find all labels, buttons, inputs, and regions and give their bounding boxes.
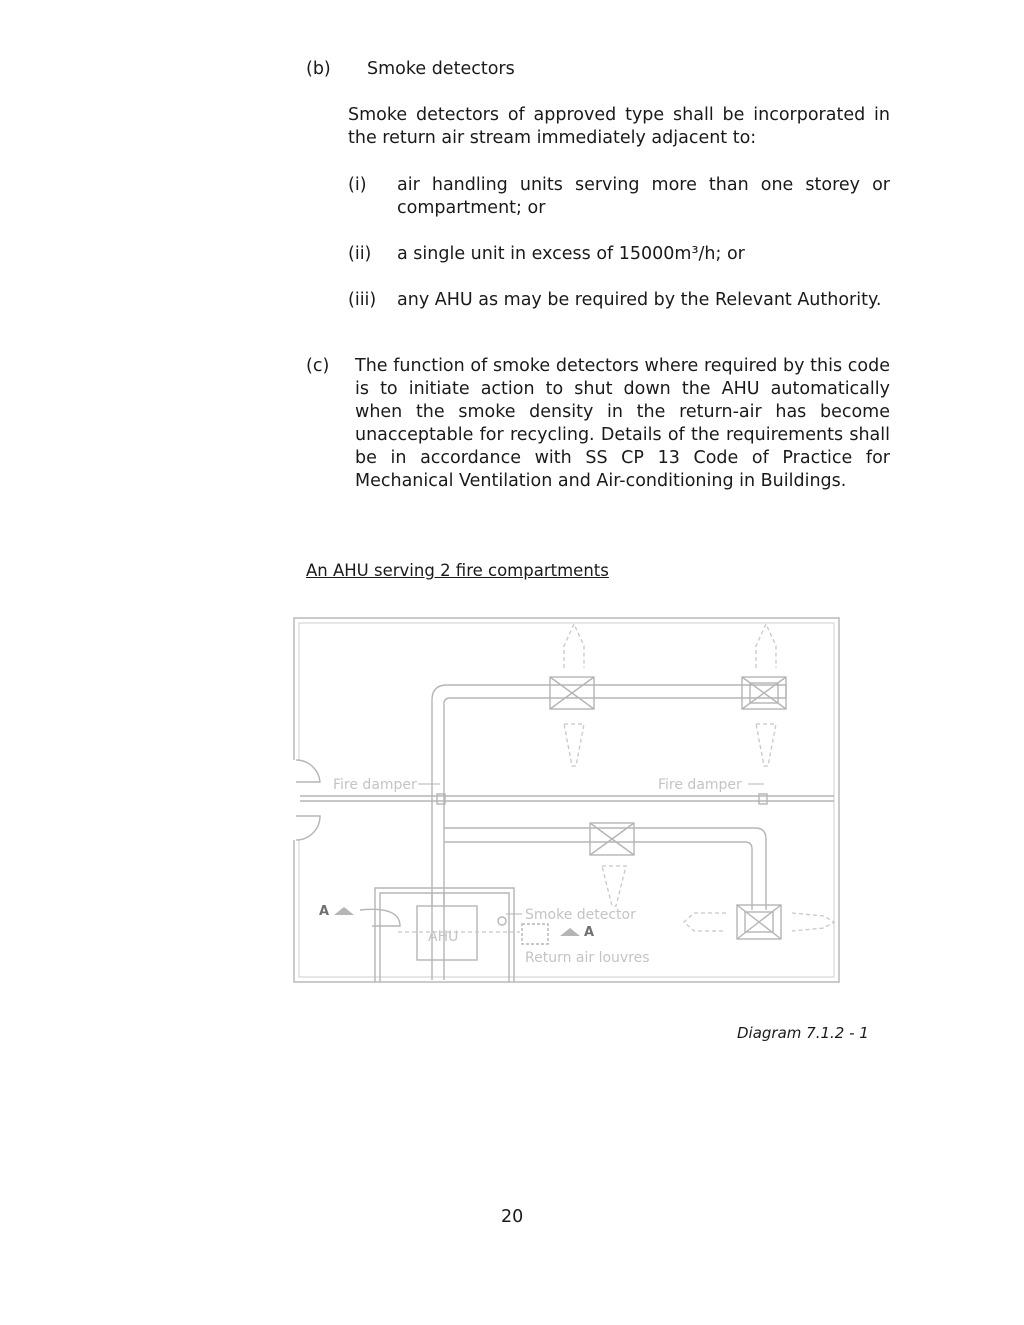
ahu-label: AHU [428,929,459,945]
item-iii-marker: (iii) [348,290,377,310]
airflow-arrow-down-right [756,724,776,766]
airflow-arrow-up-left [564,624,584,668]
return-air-louvres-label: Return air louvres [525,950,650,966]
smoke-detector-label: Smoke detector [525,907,636,923]
return-air-louvres [522,924,548,944]
airflow-arrow-up-right [756,624,776,668]
section-mark-left-label: A [319,904,330,919]
figure-caption: An AHU serving 2 fire compartments [306,561,609,580]
item-ii-marker: (ii) [348,244,372,264]
smoke-detector-symbol [498,917,506,925]
ahu-floor-plan-diagram [0,610,1024,1030]
upper-supply-duct [432,685,786,980]
item-iii-text: any AHU as may be required by the Relevant Authority. [397,290,882,310]
section-b-intro: Smoke detectors of approved type shall be incorporated in the return air stream immediately adjacent to: [348,105,890,148]
section-b-marker: (b) [306,59,331,79]
section-mark-right-label: A [584,925,595,940]
section-mark-right-arrow [560,928,580,936]
item-i-marker: (i) [348,175,367,195]
fire-damper-right-label: Fire damper [658,777,742,793]
outer-wall [294,618,839,982]
section-mark-left-arrow [334,907,354,915]
airflow-arrow-right [792,913,834,931]
page-number: 20 [501,1207,524,1227]
fire-damper-left-label: Fire damper [333,777,417,793]
item-ii-text: a single unit in excess of 15000m³/h; or [397,244,745,264]
airflow-arrow-down-center [602,866,626,906]
section-c-text: The function of smoke detectors where required by this code is to initiate action to shut down the AHU automatically when the smoke density in the return-air has become unacceptable for recycling. Details of the requirements shall be in accordance with SS CP 13 Code of Practice for Mechanical Ventilation and Air-conditioning in Buildings. [355,356,890,491]
diagram-number: Diagram 7.1.2 - 1 [737,1024,869,1042]
airflow-arrow-left [684,913,726,931]
airflow-arrow-down-left [564,724,584,766]
lower-supply-duct [444,828,766,910]
item-i-text: air handling units serving more than one storey or compartment; or [397,175,890,218]
section-c-marker: (c) [306,356,330,376]
section-b-heading: Smoke detectors [367,59,515,79]
